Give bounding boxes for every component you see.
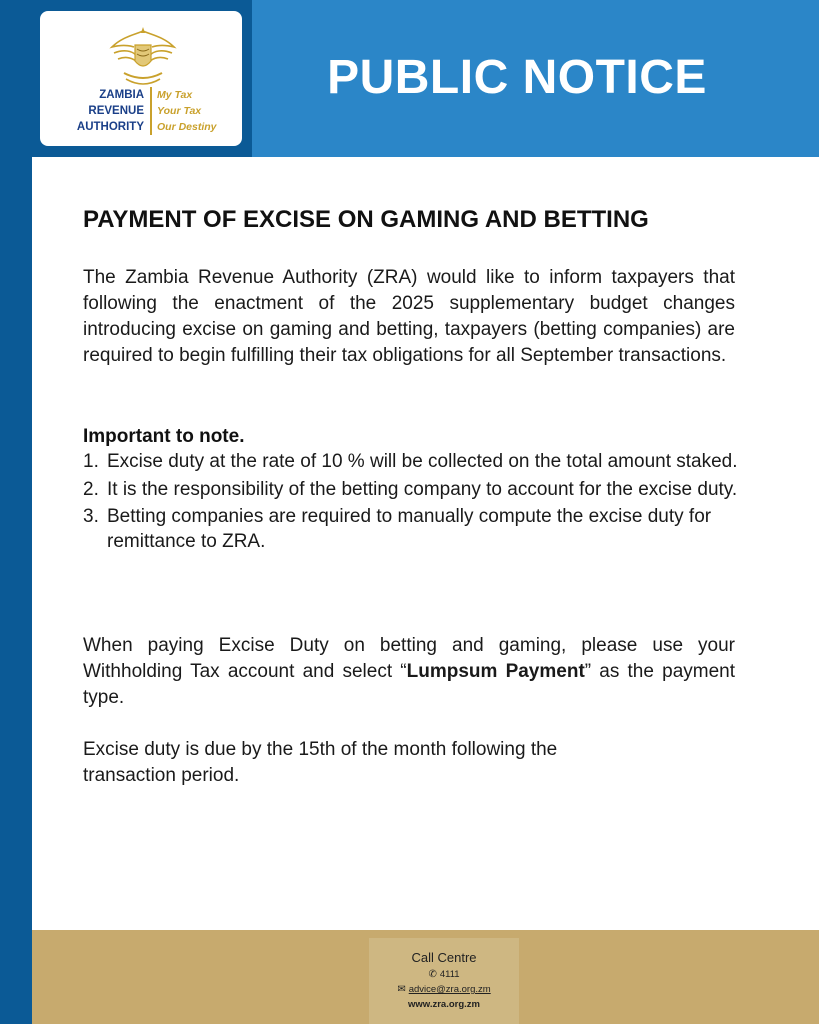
email-link[interactable]: advice@zra.org.zm	[408, 984, 491, 995]
payment-type-highlight: Lumpsum Payment	[406, 661, 585, 682]
note-text: It is the responsibility of the betting company to account for the excise duty.	[107, 478, 738, 500]
logo-name-line: ZAMBIA	[99, 89, 144, 101]
call-centre-box	[369, 938, 519, 1024]
phone-line	[369, 969, 519, 980]
logo-slogan-line: Your Tax	[157, 105, 202, 117]
website-link[interactable]: www.zra.org.zm	[408, 999, 480, 1010]
payment-text-before: When paying Excise Duty on betting and gaming, please use your Withholding Tax account and select “	[83, 635, 735, 682]
note-item	[83, 450, 743, 475]
note-number: 1.	[83, 451, 99, 472]
intro-paragraph: The Zambia Revenue Authority (ZRA) would like to inform taxpayers that following the enactment of the 2025 supplementary budget changes introducing excise on gaming and betting, taxpayers (betting companies) are required to begin fulfilling their tax obligations for all September transactions.	[83, 267, 735, 366]
logo-name	[60, 87, 144, 135]
phone-icon: ✆	[428, 969, 437, 980]
note-item	[83, 505, 743, 554]
logo-divider	[150, 87, 152, 135]
logo-name-line: AUTHORITY	[76, 121, 144, 133]
payment-paragraph	[83, 633, 735, 711]
envelope-icon: ✉	[397, 984, 406, 995]
notes-list	[83, 450, 743, 557]
phone-number: 4111	[439, 969, 460, 980]
logo-name-line: REVENUE	[88, 105, 144, 117]
notice-title: PUBLIC NOTICE	[327, 51, 707, 104]
notes-heading: Important to note.	[83, 426, 245, 447]
logo-slogan	[157, 87, 217, 135]
coat-of-arms-icon	[104, 25, 182, 93]
zra-logo	[40, 11, 242, 146]
footer-band	[32, 930, 819, 1024]
document-title: PAYMENT OF EXCISE ON GAMING AND BETTING	[83, 206, 649, 233]
email-line	[369, 984, 519, 995]
call-centre-title: Call Centre	[411, 950, 477, 965]
note-text: Betting companies are required to manually compute the excise duty for remittance to ZRA.	[107, 506, 712, 552]
left-accent-bar	[0, 0, 32, 1024]
note-number: 2.	[83, 478, 99, 500]
logo-slogan-line: Our Destiny	[157, 121, 217, 133]
note-number: 3.	[83, 506, 99, 527]
logo-slogan-line: My Tax	[157, 89, 193, 101]
note-text: Excise duty at the rate of 10 % will be collected on the total amount staked.	[107, 451, 738, 472]
due-date-paragraph: Excise duty is due by the 15th of the month following the transaction period.	[83, 739, 558, 786]
note-item	[83, 478, 743, 503]
payment-text-after: ” as the payment type.	[83, 661, 735, 708]
